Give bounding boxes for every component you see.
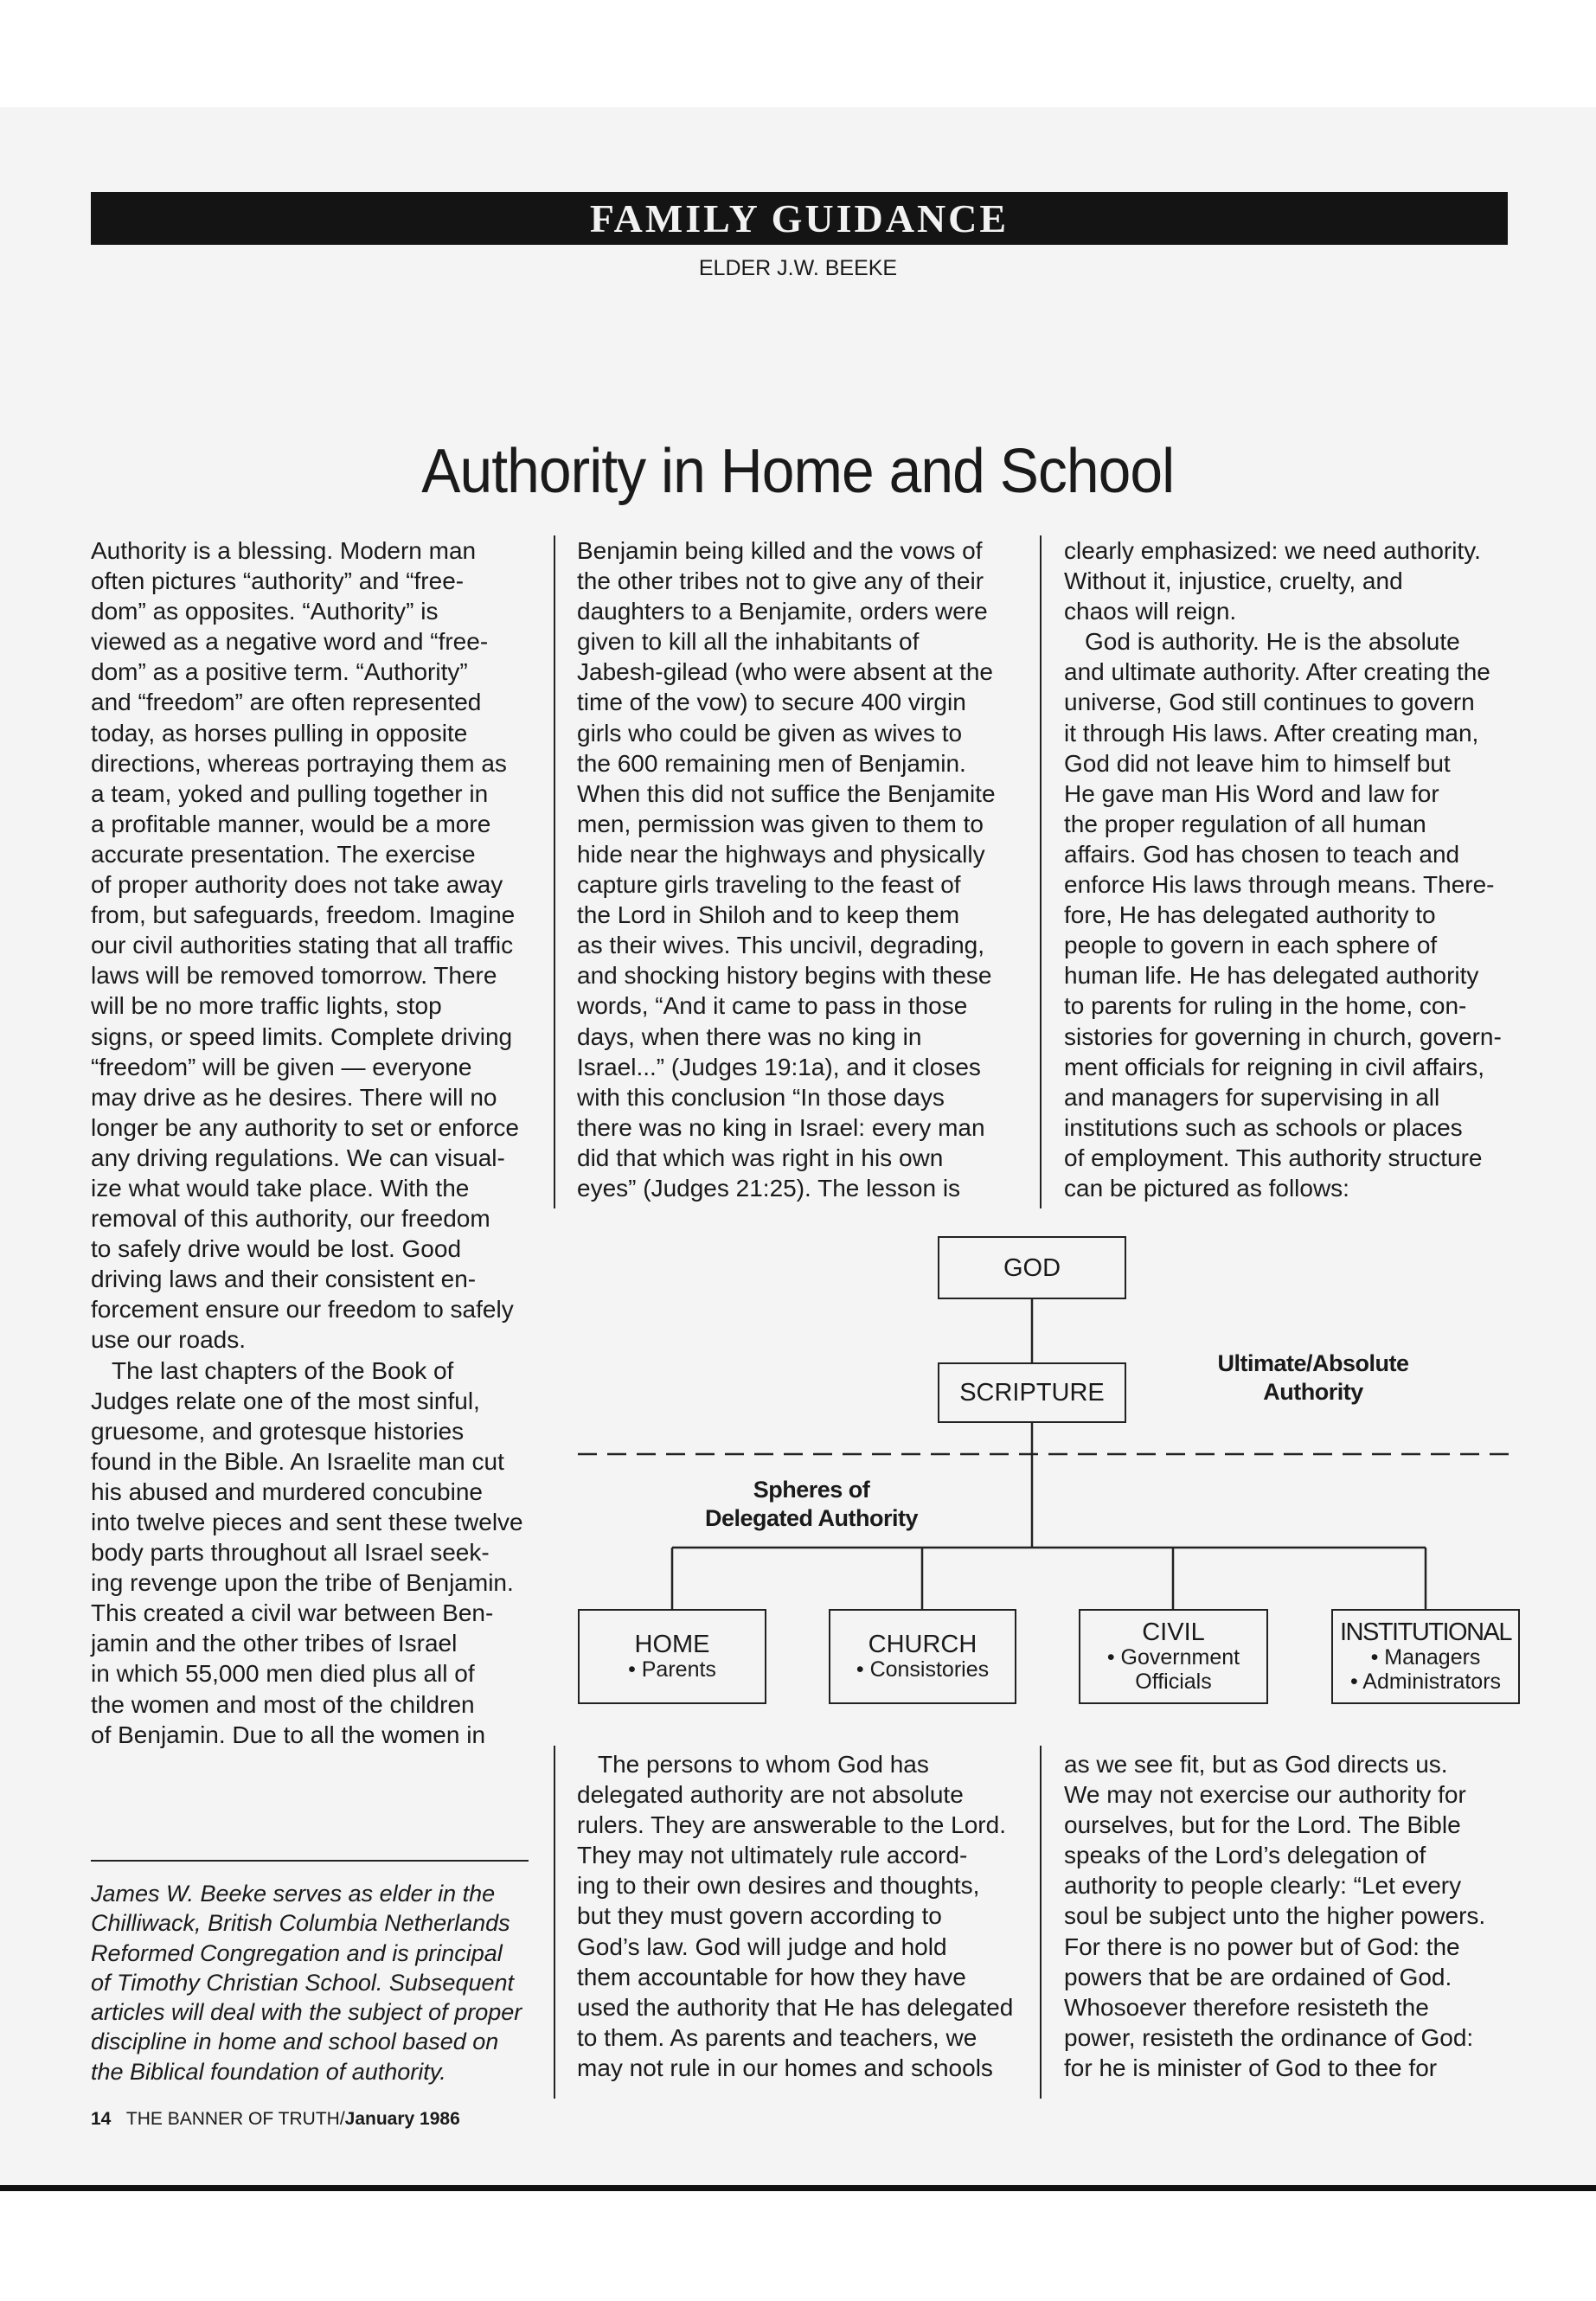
text-line: God did not leave him to himself but <box>1064 749 1451 777</box>
text-line: body parts throughout all Israel seek- <box>91 1539 490 1567</box>
text-line: daughters to a Benjamite, orders were <box>577 598 988 625</box>
label-line: Delegated Authority <box>704 1505 919 1531</box>
text-line: chaos will reign. <box>1064 598 1237 625</box>
sphere-title: CHURCH <box>868 1631 977 1658</box>
text-line: to them. As parents and teachers, we <box>577 2023 977 2051</box>
text-line: driving laws and their consistent en- <box>91 1266 477 1293</box>
text-line: today, as horses pulling in opposite <box>91 719 468 747</box>
text-line: may drive as he desires. There will no <box>91 1083 497 1111</box>
page-number: 14 <box>91 2109 112 2129</box>
text-line: laws will be removed tomorrow. There <box>91 962 497 990</box>
text-line: Whosoever therefore resisteth the <box>1064 1993 1429 2021</box>
text-line: from, but safeguards, freedom. Imagine <box>91 901 516 929</box>
sphere-box-home <box>578 1609 766 1704</box>
text-line: accurate presentation. The exercise <box>91 840 476 868</box>
text-line: clearly emphasized: we need authority. <box>1064 537 1481 564</box>
label-line: Authority <box>1263 1379 1363 1405</box>
text-line: articles will deal with the subject of proper <box>91 1999 522 2026</box>
text-line: men, permission was given to them to <box>577 810 984 837</box>
text-line: Without it, injustice, cruelty, and <box>1064 567 1403 595</box>
text-line: removal of this authority, our freedom <box>91 1205 490 1233</box>
text-line: speaks of the Lord’s delegation of <box>1064 1842 1426 1869</box>
text-line: the women and most of the children <box>91 1690 475 1718</box>
text-line: signs, or speed limits. Complete driving <box>91 1022 513 1050</box>
sphere-box-church <box>829 1609 1016 1704</box>
text-line: words, “And it came to pass in those <box>577 992 968 1020</box>
label-line: Ultimate/Absolute <box>1217 1350 1409 1376</box>
text-line: and managers for supervising in all <box>1064 1083 1440 1111</box>
text-line: Chilliwack, British Columbia Netherlands <box>91 1910 510 1937</box>
text-line: Israel...” (Judges 19:1a), and it closes <box>577 1053 981 1080</box>
text-line: ment officials for reigning in civil affairs, <box>1064 1053 1485 1080</box>
issue-date: January 1986 <box>344 2109 460 2129</box>
text-line: into twelve pieces and sent these twelve <box>91 1509 523 1535</box>
text-line: the Biblical foundation of authority. <box>91 2058 446 2085</box>
text-line: them accountable for how they have <box>577 1963 966 1990</box>
text-line: can be pictured as follows: <box>1064 1174 1349 1202</box>
text-line: ourselves, but for the Lord. The Bible <box>1064 1811 1461 1839</box>
text-line: with this conclusion “In those days <box>577 1083 945 1111</box>
article-title-text: Authority in Home and School <box>421 437 1175 506</box>
text-line: to safely drive would be lost. Good <box>91 1235 462 1263</box>
text-line: fore, He has delegated authority to <box>1064 901 1436 929</box>
text-line: God is authority. He is the absolute <box>1085 628 1460 656</box>
text-line: and “freedom” are often represented <box>91 689 482 716</box>
text-line: it through His laws. After creating man, <box>1064 719 1479 747</box>
text-line: “freedom” will be given — everyone <box>91 1053 472 1080</box>
text-line: discipline in home and school based on <box>91 2029 499 2055</box>
text-line: will be no more traffic lights, stop <box>91 992 442 1020</box>
scripture-label: SCRIPTURE <box>959 1379 1105 1407</box>
text-line: rulers. They are answerable to the Lord. <box>577 1811 1006 1839</box>
text-line: The last chapters of the Book of <box>112 1356 454 1384</box>
text-line: girls who could be given as wives to <box>577 719 963 747</box>
text-line: soul be subject unto the higher powers. <box>1064 1902 1486 1930</box>
text-line: When this did not suffice the Benjamite <box>577 779 996 807</box>
text-line: directions, whereas portraying them as <box>91 749 507 777</box>
text-line: human life. He has delegated authority <box>1064 962 1479 990</box>
text-line: Jabesh-gilead (who were absent at the <box>577 658 993 686</box>
text-line: and shocking history begins with these <box>577 962 992 990</box>
text-line: Authority is a blessing. Modern man <box>91 537 477 564</box>
label-line: Spheres of <box>753 1477 870 1503</box>
text-line: given to kill all the inhabitants of <box>577 628 920 656</box>
text-line: jamin and the other tribes of Israel <box>91 1630 458 1657</box>
text-line: used the authority that He has delegated <box>577 1993 1014 2021</box>
text-line: gruesome, and grotesque histories <box>91 1417 465 1445</box>
text-line: the Lord in Shiloh and to keep them <box>577 901 960 929</box>
text-line: eyes” (Judges 21:25). The lesson is <box>577 1174 961 1202</box>
sphere-item: • Government <box>1106 1645 1240 1670</box>
text-line: Judges relate one of the most sinful, <box>91 1387 480 1414</box>
text-line: the other tribes not to give any of their <box>577 567 984 595</box>
text-line: capture girls traveling to the feast of <box>577 871 961 899</box>
text-line: a profitable manner, would be a more <box>91 810 491 837</box>
author-footnote <box>91 1879 529 2086</box>
text-line: our civil authorities stating that all traffic <box>91 932 514 959</box>
text-line: universe, God still continues to govern <box>1064 689 1475 716</box>
spheres-label <box>682 1476 941 1533</box>
text-line: institutions such as schools or places <box>1064 1113 1463 1141</box>
text-line: He gave man His Word and law for <box>1064 779 1439 807</box>
text-line: time of the vow) to secure 400 virgin <box>577 689 966 716</box>
text-line: forcement ensure our freedom to safely <box>91 1296 514 1324</box>
text-line: did that which was right in his own <box>577 1144 944 1171</box>
text-line: viewed as a negative word and “free- <box>91 628 489 656</box>
page-footer <box>91 2109 460 2130</box>
text-line: authority to people clearly: “Let every <box>1064 1872 1462 1900</box>
sphere-item: • Administrators <box>1349 1670 1502 1694</box>
text-line: affairs. God has chosen to teach and <box>1064 840 1460 868</box>
text-line: powers that be are ordained of God. <box>1064 1963 1452 1990</box>
god-label: GOD <box>1003 1253 1061 1282</box>
text-line: as their wives. This uncivil, degrading, <box>577 932 985 959</box>
text-line: to parents for ruling in the home, con- <box>1064 992 1467 1020</box>
sphere-item: Officials <box>1135 1670 1212 1694</box>
text-line: James W. Beeke serves as elder in the <box>91 1881 496 1907</box>
text-line: We may not exercise our authority for <box>1064 1781 1466 1809</box>
footnote-rule <box>91 1860 529 1862</box>
text-line: of Timothy Christian School. Subsequent <box>91 1969 515 1996</box>
text-line: often pictures “authority” and “free- <box>91 567 465 595</box>
sphere-title: HOME <box>634 1631 710 1658</box>
sphere-item: • Consistories <box>856 1657 990 1682</box>
text-line: people to govern in each sphere of <box>1064 932 1438 959</box>
text-line: ing revenge upon the tribe of Benjamin. <box>91 1569 514 1597</box>
sphere-box-institutional <box>1331 1609 1520 1704</box>
text-line: days, when there was no king in <box>577 1022 922 1050</box>
text-line: ing to their own desires and thoughts, <box>577 1872 980 1900</box>
text-line: enforce His laws through means. There- <box>1064 871 1495 899</box>
text-line: a team, yoked and pulling together in <box>91 779 489 807</box>
text-line: use our roads. <box>91 1326 246 1354</box>
text-line: hide near the highways and physically <box>577 840 985 868</box>
text-line: They may not ultimately rule accord- <box>577 1842 968 1869</box>
text-line: the proper regulation of all human <box>1064 810 1426 837</box>
ultimate-authority-label <box>1201 1349 1426 1407</box>
text-line: found in the Bible. An Israelite man cut <box>91 1447 504 1475</box>
text-line: but they must govern according to <box>577 1902 942 1930</box>
sphere-box-civil <box>1079 1609 1268 1704</box>
text-line: This created a civil war between Ben- <box>91 1599 494 1627</box>
text-line: dom” as opposites. “Authority” is <box>91 598 439 625</box>
text-line: any driving regulations. We can visual- <box>91 1144 505 1171</box>
section-title: FAMILY GUIDANCE <box>589 196 1010 240</box>
text-line: power, resisteth the ordinance of God: <box>1064 2023 1474 2051</box>
text-line: Benjamin being killed and the vows of <box>577 537 983 564</box>
text-line: as we see fit, but as God directs us. <box>1064 1751 1448 1778</box>
text-line: For there is no power but of God: the <box>1064 1932 1460 1960</box>
text-line: and ultimate authority. After creating the <box>1064 658 1490 686</box>
text-line: of employment. This authority structure <box>1064 1144 1483 1171</box>
publication-name: THE BANNER OF TRUTH/ <box>125 2109 345 2129</box>
text-line: of Benjamin. Due to all the women in <box>91 1721 486 1748</box>
text-line: the 600 remaining men of Benjamin. <box>577 749 966 777</box>
byline: ELDER J.W. BEEKE <box>698 256 898 280</box>
sphere-title: CIVIL <box>1142 1618 1205 1646</box>
scripture-box <box>938 1362 1126 1423</box>
god-box <box>938 1236 1126 1299</box>
sphere-title: INSTITUTIONAL <box>1339 1618 1511 1646</box>
sphere-item: • Managers <box>1370 1645 1481 1670</box>
text-line: longer be any authority to set or enforce <box>91 1113 519 1141</box>
text-line: there was no king in Israel: every man <box>577 1113 985 1141</box>
text-line: of proper authority does not take away <box>91 871 503 899</box>
text-line: in which 55,000 men died plus all of <box>91 1660 475 1688</box>
text-line: dom” as a positive term. “Authority” <box>91 658 468 686</box>
text-line: for he is minister of God to thee for <box>1064 2054 1438 2081</box>
text-line: God’s law. God will judge and hold <box>577 1932 947 1960</box>
sphere-item: • Parents <box>628 1657 716 1682</box>
text-line: sistories for governing in church, govern- <box>1064 1022 1502 1050</box>
text-line: his abused and murdered concubine <box>91 1477 483 1505</box>
text-line: The persons to whom God has <box>598 1751 929 1778</box>
text-line: ize what would take place. With the <box>91 1174 470 1202</box>
text-line: may not rule in our homes and schools <box>577 2054 993 2081</box>
text-line: Reformed Congregation and is principal <box>91 1939 503 1966</box>
text-line: delegated authority are not absolute <box>577 1781 964 1809</box>
